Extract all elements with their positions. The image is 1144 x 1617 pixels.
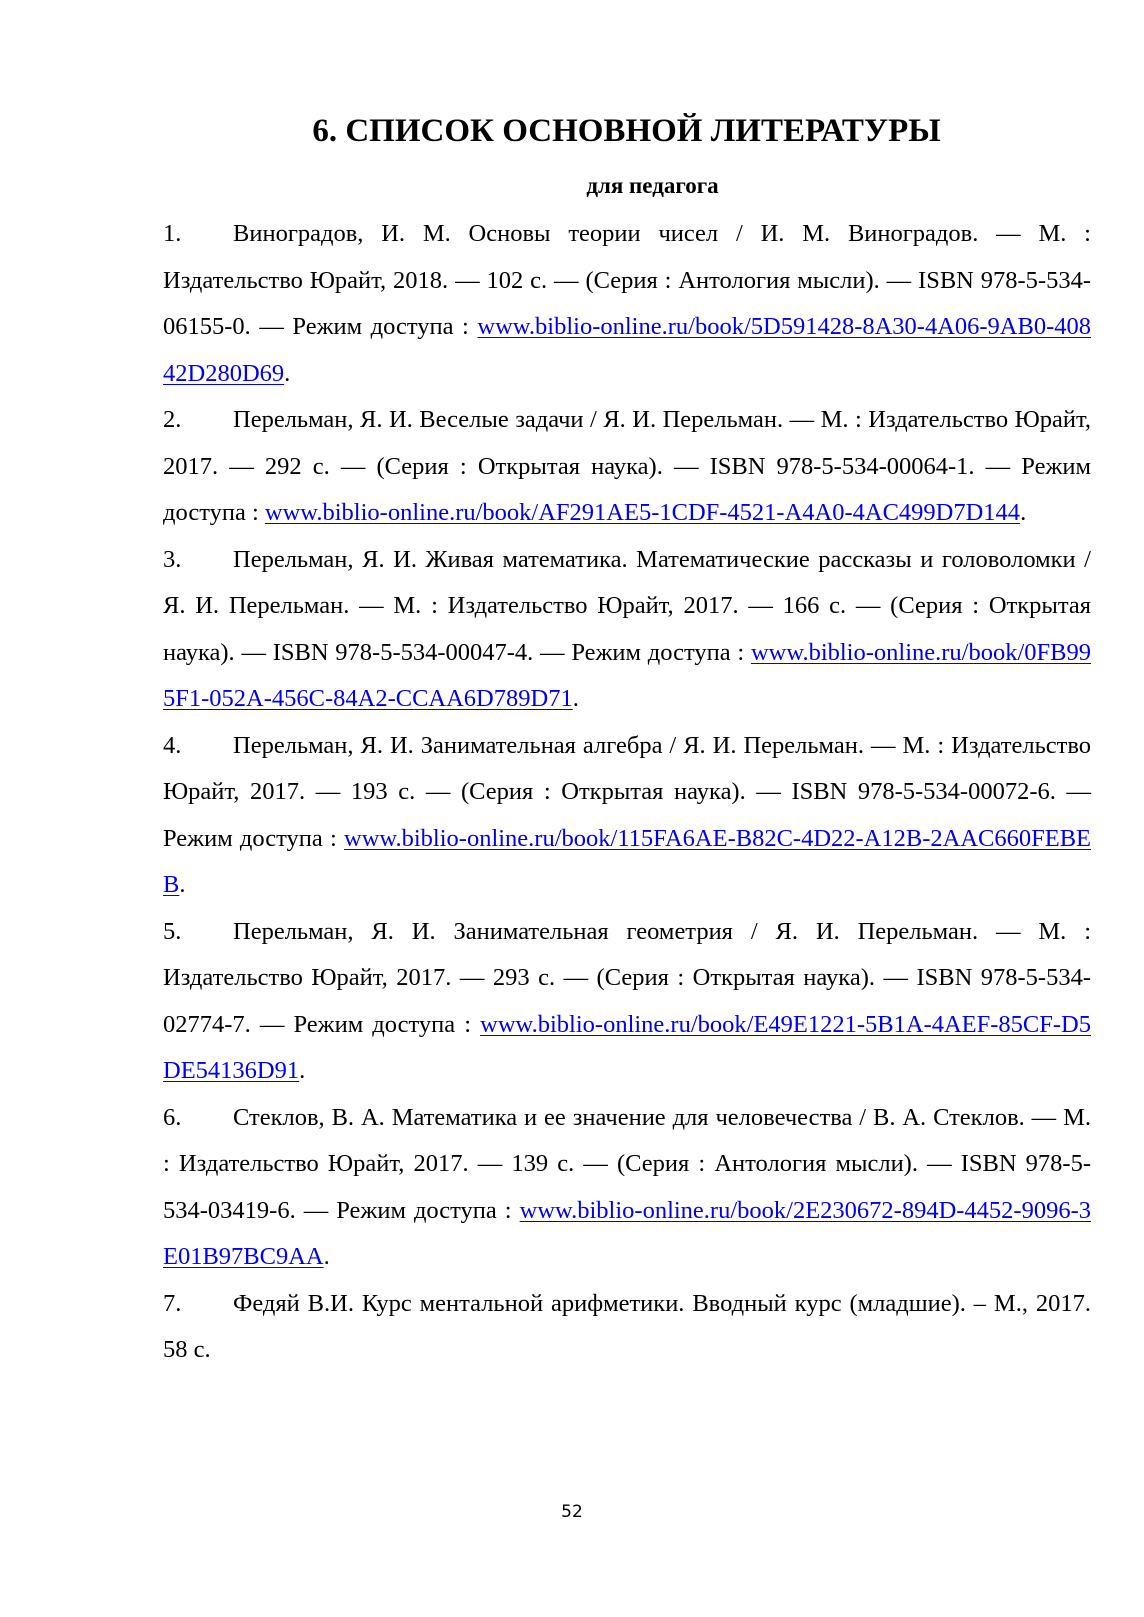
reference-item: [163, 909, 1091, 1095]
reference-number: 7.: [163, 1289, 182, 1317]
reference-link[interactable]: www.biblio-online.ru/book/E49E1221-5B1A-4AEF-85CF-D5DE54136D91: [163, 1010, 1091, 1084]
reference-number: 4.: [163, 731, 182, 759]
reference-text: Перельман, Я. И. Занимательная геометрия / Я. И. Перельман. — М. : Издательство Юрайт, 2017. — 293 с. — (Серия : Открытая наука). — ISBN 978-5-534-02774-7. — Режим доступа :: [163, 917, 1091, 1038]
reference-text: Перельман, Я. И. Веселые задачи / Я. И. Перельман. — М. : Издательство Юрайт, 2017. — 292 с. — (Серия : Открытая наука). — ISBN 978-5-534-00064-1. — Режим доступа :: [163, 406, 1091, 526]
reference-link[interactable]: www.biblio-online.ru/book/AF291AE5-1CDF-4521-A4A0-4AC499D7D144: [264, 499, 1021, 526]
reference-number: 5.: [163, 917, 182, 945]
reference-trailing: .: [572, 685, 579, 712]
reference-link[interactable]: www.biblio-online.ru/book/5D591428-8A30-4A06-9AB0-40842D280D69: [163, 313, 1091, 387]
reference-text: Перельман, Я. И. Занимательная алгебра / Я. И. Перельман. — М. : Издательство Юрайт, 2017. — 193 с. — (Серия : Открытая наука). — ISBN 978-5-534-00072-6. — Режим доступа :: [163, 731, 1091, 852]
reference-trailing: .: [179, 871, 186, 898]
reference-item: [163, 537, 1091, 723]
reference-link[interactable]: www.biblio-online.ru/book/0FB995F1-052A-456C-84A2-CCAA6D789D71: [163, 638, 1091, 712]
reference-trailing: .: [299, 1057, 306, 1084]
reference-number: 3.: [163, 545, 182, 573]
reference-text: Федяй В.И. Курс ментальной арифметики. Вводный курс (младшие). – М., 2017. 58 с.: [163, 1289, 1091, 1363]
section-subtitle: для педагога: [586, 173, 719, 198]
reference-item: [163, 723, 1091, 909]
page-number: 52: [561, 1502, 583, 1522]
reference-text: Перельман, Я. И. Живая математика. Математические рассказы и головоломки / Я. И. Перельман. — М. : Издательство Юрайт, 2017. — 166 с. — (Серия : Открытая наука). — ISBN 978-5-534-00047-4. — Режим доступа :: [163, 545, 1091, 666]
reference-trailing: .: [323, 1243, 330, 1270]
reference-number: 1.: [163, 220, 182, 247]
reference-list: [163, 211, 1091, 1374]
reference-item: [163, 1095, 1091, 1281]
reference-link[interactable]: www.biblio-online.ru/book/115FA6AE-B82C-4D22-A12B-2AAC660FEBEB: [163, 824, 1091, 898]
reference-trailing: .: [1020, 499, 1027, 526]
section-title: 6. СПИСОК ОСНОВНОЙ ЛИТЕРАТУРЫ: [312, 113, 941, 149]
reference-number: 2.: [163, 406, 182, 433]
reference-item: [163, 1281, 1091, 1374]
reference-item: [163, 211, 1091, 397]
reference-link[interactable]: www.biblio-online.ru/book/2E230672-894D-4452-9096-3E01B97BC9AA: [163, 1196, 1091, 1270]
reference-text: Виноградов, И. М. Основы теории чисел / И. М. Виноградов. — М. : Издательство Юрайт, 2018. — 102 с. — (Серия : Антология мысли). — ISBN 978-5-534-06155-0. — Режим доступа :: [163, 220, 1091, 340]
reference-trailing: .: [284, 359, 291, 387]
reference-item: [163, 397, 1091, 537]
reference-number: 6.: [163, 1103, 182, 1131]
reference-text: Стеклов, В. А. Математика и ее значение для человечества / В. А. Стеклов. — М. : Издательство Юрайт, 2017. — 139 с. — (Серия : Антология мысли). — ISBN 978-5-534-03419-6. — Режим доступа :: [163, 1103, 1091, 1224]
